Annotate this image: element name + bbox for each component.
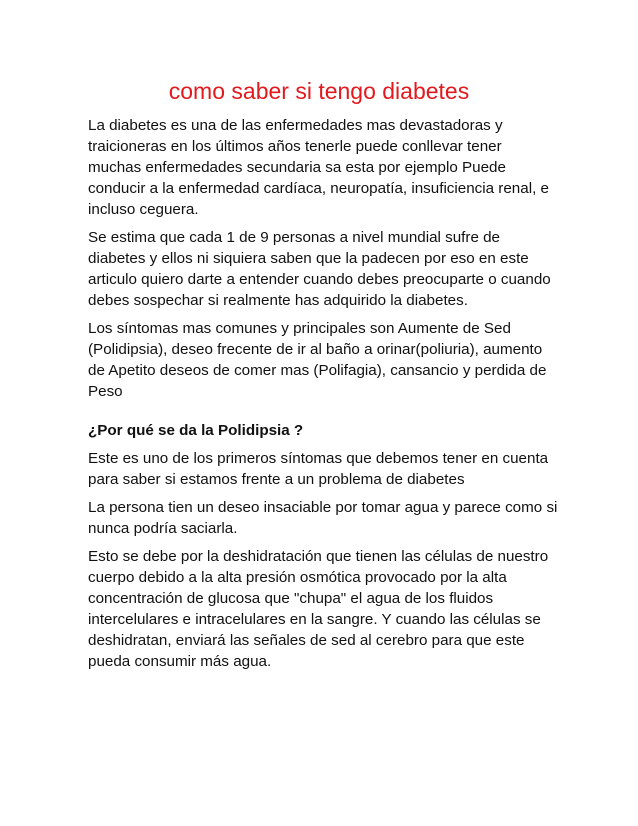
section-paragraph-1: Este es uno de los primeros síntomas que debemos tener en cuenta para saber si estamos frente a un problema de diabetes — [88, 450, 549, 488]
section-paragraph-3: Esto se debe por la deshidratación que tienen las células de nuestro cuerpo debido a la alta presión osmótica provocado por la alta concentración de glucosa que "chupa" el agua de los fluidos intercelulares e intracelulares en la sangre. Y cuando las células se deshidratan, enviará las señales de sed al cerebro para que este pueda consumir más agua. — [88, 548, 549, 670]
section-paragraph-2: La persona tien un deseo insaciable por tomar agua y parece como si nunca podría saciarla. — [88, 499, 558, 537]
paragraph-statistic: Se estima que cada 1 de 9 personas a nivel mundial sufre de diabetes y ellos ni siquiera saben que la padecen por eso en este articulo quiero darte a entender cuando debes preocuparte o cuando debes sospechar si realmente has adquirido la diabetes. — [88, 229, 551, 309]
section-heading: ¿Por qué se da la Polidipsia ? — [88, 422, 304, 439]
page-title: como saber si tengo diabetes — [168, 78, 470, 104]
document-body — [88, 115, 558, 679]
paragraph-intro: La diabetes es una de las enfermedades mas devastadoras y traicioneras en los últimos años tenerle puede conllevar tener muchas enfermedades secundaria sa esta por ejemplo Puede conducir a la enfermedad cardíaca, neuropatía, insuficiencia renal, e incluso ceguera. — [88, 117, 549, 218]
paragraph-symptoms: Los síntomas mas comunes y principales son Aumente de Sed (Polidipsia), deseo frecente de ir al baño a orinar(poliuria), aumento de Apetito deseos de comer mas (Polifagia), cansancio y perdida de Peso — [88, 320, 547, 400]
